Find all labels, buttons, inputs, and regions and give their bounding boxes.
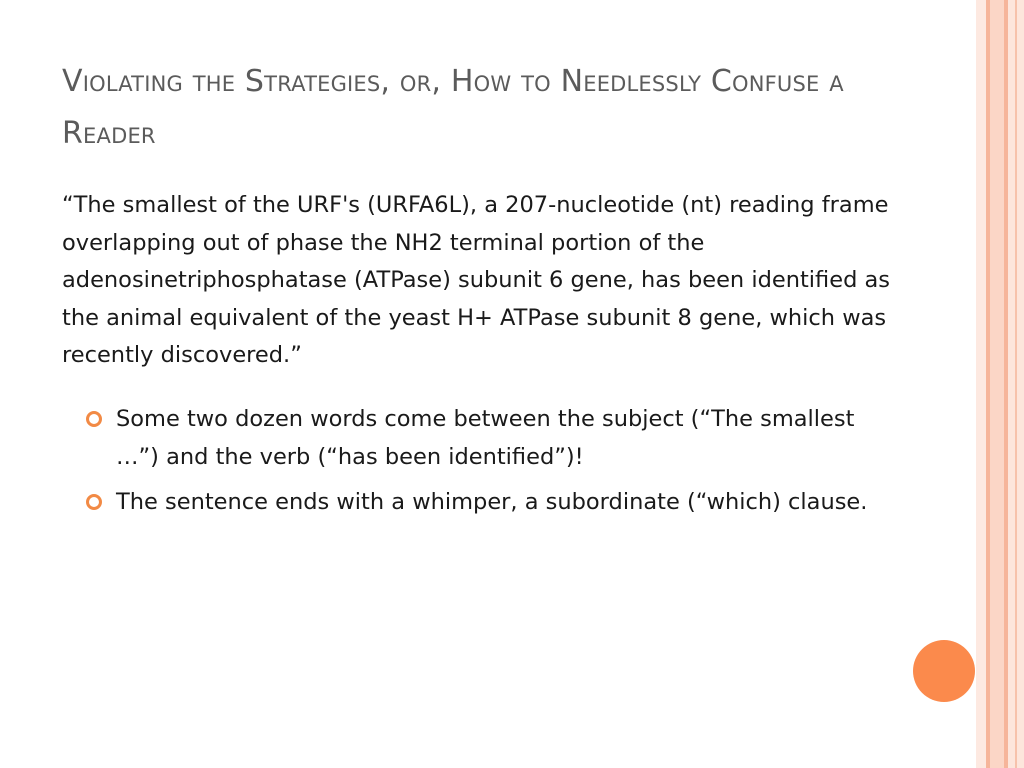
ring-bullet-icon [86, 411, 102, 427]
right-border-line [1015, 0, 1017, 768]
ring-bullet-icon [86, 494, 102, 510]
bullet-list [86, 400, 876, 528]
list-item [86, 483, 876, 521]
right-border-band [976, 0, 986, 768]
slide-title: Violating the Strategies, or, How to Needlessly Confuse a Reader [62, 64, 844, 151]
bullet-text: Some two dozen words come between the subject (“The smallest …”) and the verb (“has been identified”)! [116, 406, 855, 470]
quoted-sentence: “The smallest of the URF's (URFA6L), a 207-nucleotide (nt) reading frame overlapping out of phase the NH2 terminal portion of the adenosinetriphosphatase (ATPase) subunit 6 gene, has been identified as the animal equivalent of the yeast H+ ATPase subunit 8 gene, which was recently discovered.” [62, 192, 891, 368]
bullet-text: The sentence ends with a whimper, a subordinate (“which) clause. [116, 489, 868, 515]
right-border-band [990, 0, 1004, 768]
decorative-circle [913, 640, 975, 702]
list-item [86, 400, 876, 476]
